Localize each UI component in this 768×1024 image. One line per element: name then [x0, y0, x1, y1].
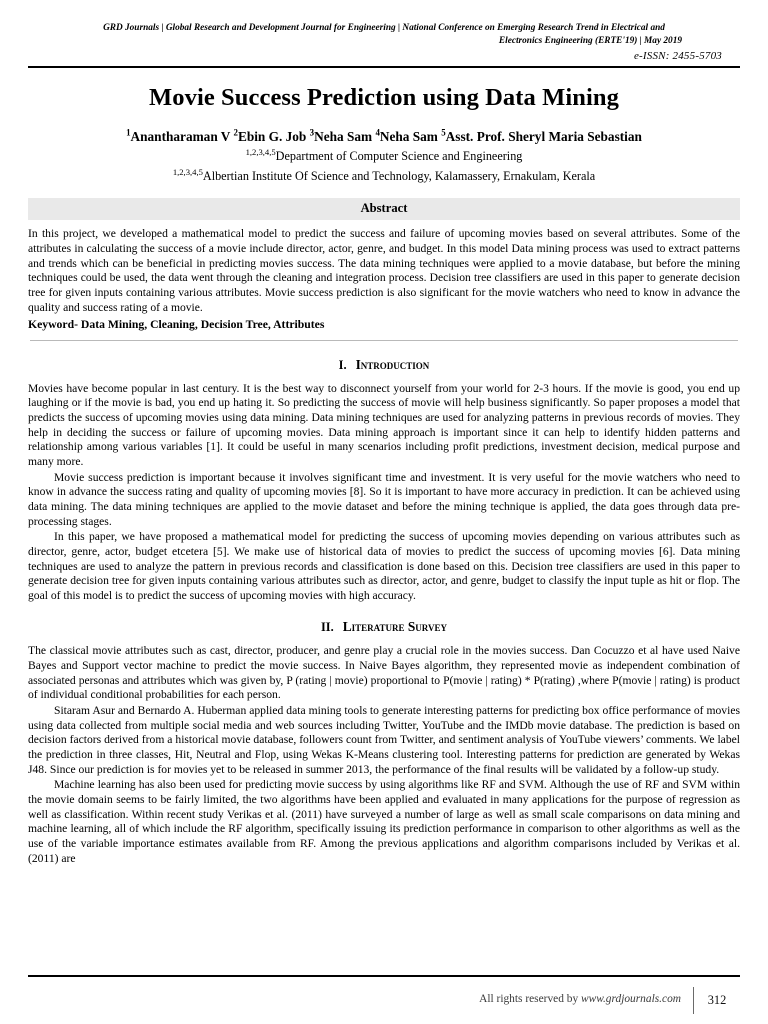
author-mark-1: 1: [126, 127, 131, 138]
section-2-numeral: II.: [320, 620, 334, 635]
author-list: [28, 128, 740, 145]
author-mark-2: 2: [233, 127, 238, 138]
page-title: Movie Success Prediction using Data Mining: [149, 84, 619, 112]
section-1-numeral: I.: [338, 357, 347, 372]
affiliation-2-text: Albertian Institute Of Science and Technology, Kalamassery, Ernakulam, Kerala: [202, 168, 596, 183]
eissn-label: e-ISSN: 2455-5703: [633, 50, 722, 63]
paragraph: Movie success prediction is important because it involves significant time and investment. It is very useful for the movie watchers who need to know in advance the success rating and quality of upcoming movies [8]. So it is important to have more accuracy in prediction. It can be achieved using data mining. The data mining techniques are applied to the movie dataset and before the mining technique is applied, the data goes through data pre-processing stages.: [28, 470, 740, 528]
footer-row: [28, 987, 740, 1014]
paragraph: Machine learning has also been used for predicting movie success by using algorithms like RF and SVM. Although the use of RF and SVM within the movie domain seems to be fairly limited, the two algorithms have been applied and evaluated in many applications for the purpose of regression as well as classification. Within recent study Verikas et al. (2011) have surveyed a number of large as well as small scale comparisons on data mining and machine learning, all of which include the RF algorithm, specifically issuing its prediction performance in comparison to other algorithms as well as the use of the variable importance estimates available from RF. Among the previous applications and algorithm comparisons included by Verikas et al. (2011) are: [28, 778, 740, 865]
journal-header: [28, 22, 740, 47]
footer-divider: [28, 975, 740, 977]
section-1-title: Introduction: [355, 356, 430, 372]
footer-rights-text: [479, 987, 693, 1014]
abstract-heading: Abstract: [28, 198, 740, 220]
footer-rights-prefix: All rights reserved by: [479, 993, 581, 1005]
paragraph: Movies have become popular in last century. It is the best way to disconnect yourself from your world for 2-3 hours. If the movie is good, you end up laughing or if the movie is bad, you end up hating it. So predicting the success of movie will help business significantly. So paper proposes a model that predicts the success of upcoming movies using data mining. Data mining techniques are used for analyzing patterns in previous records of movies. They help in deciding the success or failure of upcoming movies. Data mining approach is important since it can help to identify hidden patterns and relationship among various variables [1]. It could be useful in many scenarios including profit predictions, investment decision, medical purpose and many more.: [28, 381, 740, 468]
keywords-label: Keyword-: [28, 317, 78, 331]
author-name-4: Neha Sam: [379, 129, 438, 145]
affiliation-1: [28, 148, 740, 164]
author-name-2: Ebin G. Job: [237, 129, 307, 145]
journal-header-line2: Electronics Engineering (ERTE'19) | May 2019: [498, 35, 682, 46]
journal-header-line1: GRD Journals | Global Research and Development Journal for Engineering | National Conference on Emerging Research Trend in Electrical and: [103, 23, 665, 33]
paragraph: In this paper, we have proposed a mathematical model for predicting the success of upcoming movies depending on various attributes such as director, genre, actor, budget etcetera [5]. We make use of historical data of movies to predict the success of upcoming movies [6]. Data mining techniques are used to analyze the pattern in previous records and classification is done based on this. Decision tree classifiers are used in this paper to generate decision tree for given inputs containing various attributes such as director, actor, and genre, budget to classify the input tuple as hit or flop. The goal of this model is to predict the success of upcoming movies with high accuracy.: [28, 530, 740, 602]
author-mark-3: 3: [309, 127, 315, 138]
page-number: 312: [693, 987, 740, 1014]
abstract-divider: [30, 340, 738, 341]
section-heading-introduction: [28, 357, 740, 373]
keywords-line: [28, 318, 740, 331]
author-mark-4: 4: [375, 127, 380, 138]
section-heading-literature-survey: [28, 619, 740, 635]
abstract-text: In this project, we developed a mathematical model to predict the success and failure of upcoming movies based on several attributes. Some of the attributes in calculating the success of a movie include director, actor, genre, and budget. In this model Data mining process was used to extract patterns and trends which can be beneficial in predicting movies success. The data mining techniques were applied to a movie database, but before the mining techniques could be used, the data went through the cleaning and integration process. Decision tree classifiers are used in this paper to generate decision tree for given inputs containing various attributes. Movie success prediction is also significant for the movie watchers who need to know in advance the quality and success rating of a movie.: [28, 227, 740, 314]
page-footer: [28, 975, 740, 1014]
affiliation-1-mark: 1,2,3,4,5: [245, 147, 276, 158]
author-name-5: Asst. Prof. Sheryl Maria Sebastian: [445, 129, 642, 145]
footer-journal-url[interactable]: www.grdjournals.com: [581, 993, 681, 1005]
affiliation-2: [28, 168, 740, 184]
affiliation-2-mark: 1,2,3,4,5: [172, 166, 203, 177]
author-name-1: Anantharaman V: [130, 129, 231, 145]
author-mark-5: 5: [441, 127, 446, 138]
header-divider: [28, 66, 740, 68]
keywords-values: Data Mining, Cleaning, Decision Tree, Attributes: [80, 317, 325, 331]
author-name-3: Neha Sam: [314, 129, 373, 145]
paragraph: Sitaram Asur and Bernardo A. Huberman applied data mining tools to generate interesting patterns for predicting box office performance of movies using data collected from multiple social media and web sources including Twitter, YouTube and the IMDb movie database. The prediction is based on decision factors derived from a historical movie database, followers count from Twitter, and sentiment analysis of YouTube viewers’ comments. We label the prediction in three classes, Hit, Neutral and Flop, using Wekas K-Means clustering tool. Interesting patterns for prediction are generated by Wekas J48. Since our prediction is for movies yet to be released in summer 2013, the performance of the final results will be validated by a follow-up study.: [28, 704, 740, 776]
affiliation-1-text: Department of Computer Science and Engineering: [275, 149, 523, 164]
section-2-title: Literature Survey: [342, 619, 447, 635]
paragraph: The classical movie attributes such as cast, director, producer, and genre play a crucial role in the movies success. Dan Cocuzzo et al have used Naive Bayes and Support vector machine to predict the movie success. In Naive Bayes algorithm, they represented movie as independent combination of associated personas and attributes which was given by, P (rating | movie) proportional to P(movie | rating) * P(rating) ,where P(movie | rating) is product of individual conditional probabilities for each person.: [28, 644, 740, 702]
